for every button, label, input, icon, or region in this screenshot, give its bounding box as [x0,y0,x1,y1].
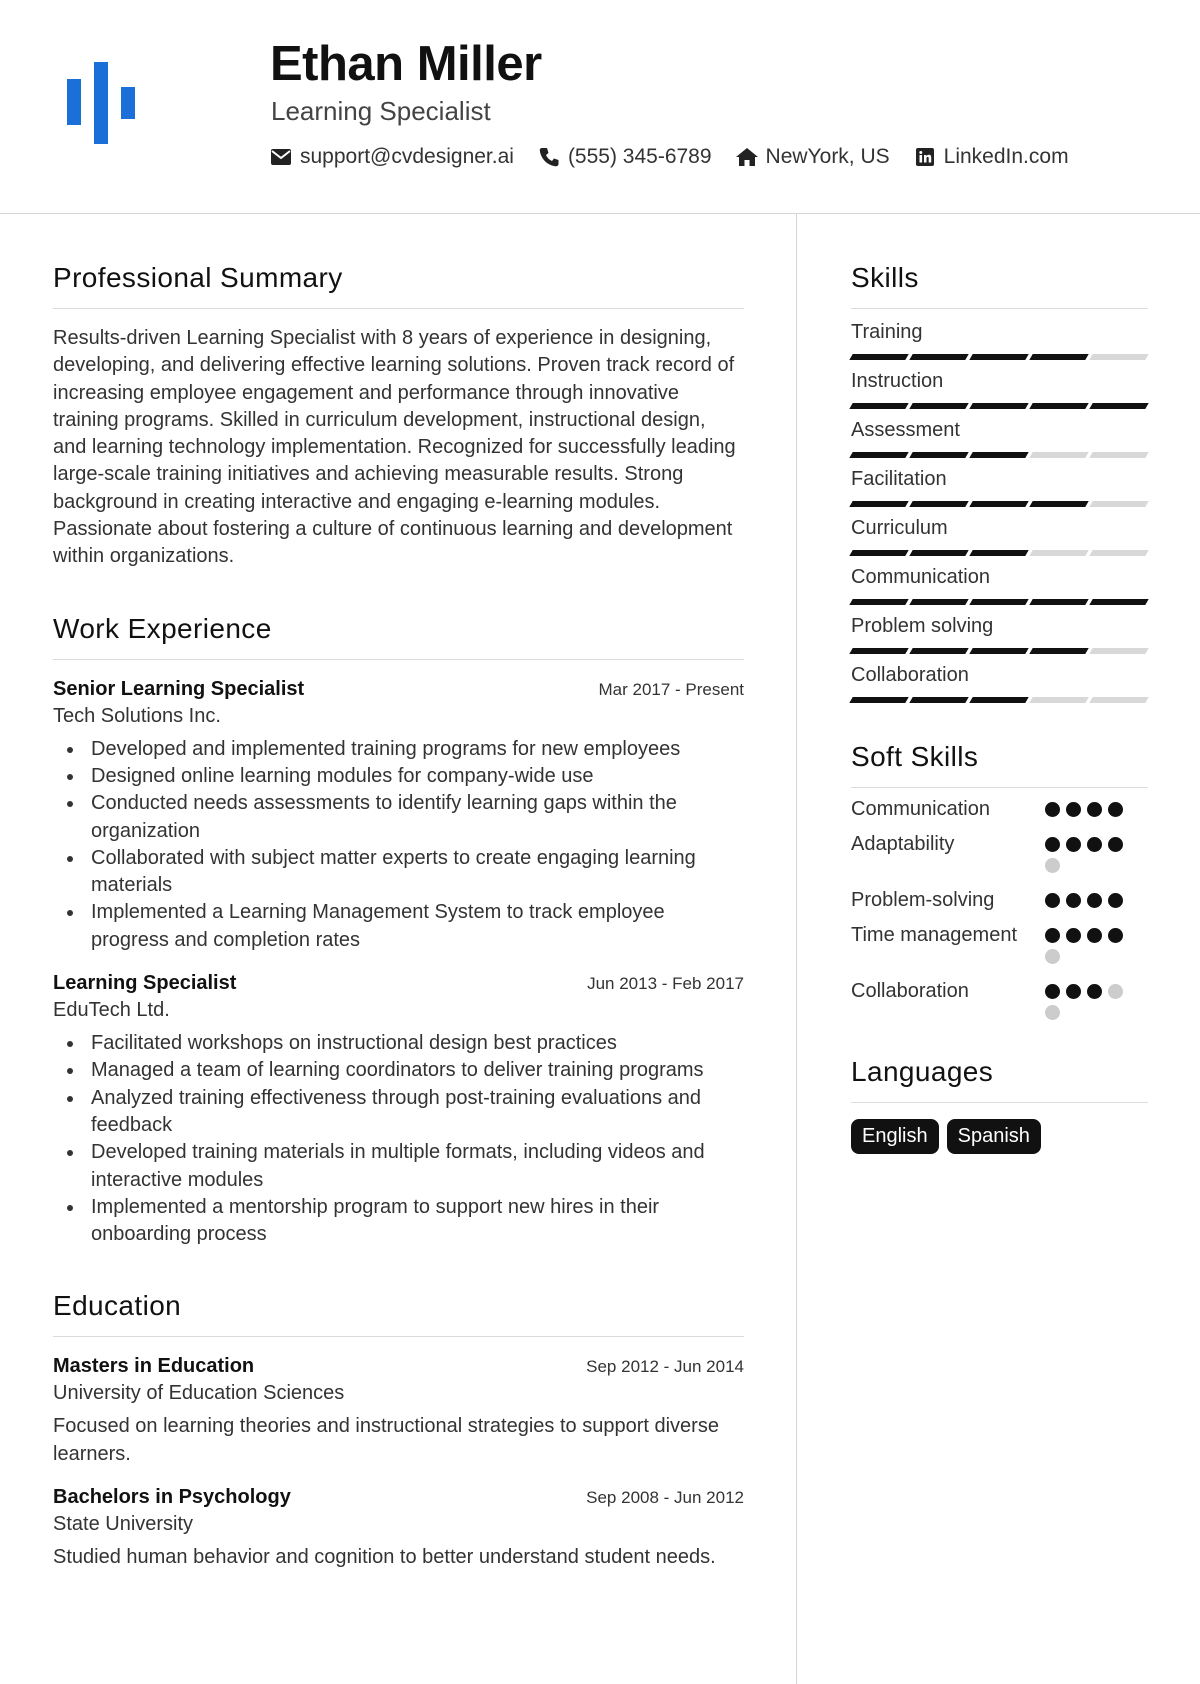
rating-dot [1087,837,1102,852]
education-entry [53,1355,744,1468]
job-title: Learning Specialist [53,972,237,995]
logo-bar [121,87,135,119]
rating-dot [1087,984,1102,999]
skill-level-segment [1089,403,1148,409]
skill-level-segment [969,697,1028,703]
skill-label: Communication [851,566,990,588]
soft-skill-rating [1045,887,1145,914]
skill-label: Instruction [851,370,944,392]
skill-item [851,466,1148,507]
rating-dot [1045,858,1060,873]
rating-dot [1045,1005,1060,1020]
skill-item [851,368,1148,409]
skill-level-segment [909,354,968,360]
resume-header [0,0,1200,214]
skill-label: Assessment [851,419,960,441]
job-header [53,678,744,701]
education-section [53,1290,744,1571]
languages-section [851,1056,1148,1154]
contact-linkedin[interactable] [914,145,1069,169]
education-date: Sep 2012 - Jun 2014 [586,1357,744,1377]
education-header [53,1355,744,1378]
skills-section [851,262,1148,703]
skill-level-segment [969,452,1028,458]
column-divider [796,214,797,1684]
skill-label: Problem solving [851,615,994,637]
skill-level-segment [1089,550,1148,556]
contact-phone-text: (555) 345-6789 [567,145,712,168]
skill-level-segment [969,599,1028,605]
rating-dot [1108,837,1123,852]
skill-level-segment [969,501,1028,507]
section-heading: Work Experience [53,613,744,660]
rating-dot [1108,802,1123,817]
section-heading: Education [53,1290,744,1337]
job-entry [53,972,744,1248]
skill-level-segment [849,599,908,605]
skill-label: Collaboration [851,664,969,686]
phone-icon [538,146,560,168]
education-entry [53,1486,744,1571]
list-item: Managed a team of learning coordinators to deliver training programs [53,1057,744,1084]
section-heading: Professional Summary [53,262,744,309]
education-description: Studied human behavior and cognition to better understand student needs. [53,1546,716,1569]
soft-skill-label: Problem-solving [851,889,995,911]
skill-level-segment [1029,452,1088,458]
rating-dot [1066,837,1081,852]
skill-level-segment [1089,599,1148,605]
rating-dot [1087,802,1102,817]
list-item: Analyzed training effectiveness through post-training evaluations and feedback [53,1085,744,1140]
contact-location [736,145,890,169]
candidate-title: Learning Specialist [271,96,491,126]
soft-skill-rating [1045,978,1145,1026]
degree-title: Bachelors in Psychology [53,1486,291,1509]
skill-level-bar [851,550,1148,556]
education-date: Sep 2008 - Jun 2012 [586,1488,744,1508]
main-column [53,262,744,1571]
rating-dot [1108,928,1123,943]
envelope-icon [270,146,292,168]
rating-dot [1108,984,1123,999]
skill-level-segment [1089,648,1148,654]
skill-level-segment [909,550,968,556]
soft-skill-rating [1045,796,1145,823]
contact-linkedin-text: LinkedIn.com [943,145,1069,168]
skill-level-segment [969,403,1028,409]
skill-level-segment [849,354,908,360]
soft-skills-list [851,796,1148,1026]
language-tag: Spanish [947,1119,1041,1154]
skill-item [851,515,1148,556]
skill-level-segment [909,599,968,605]
skill-item [851,564,1148,605]
skill-level-segment [1029,354,1088,360]
job-company: EduTech Ltd. [53,999,170,1022]
skill-level-segment [849,550,908,556]
language-list [851,1119,1148,1154]
soft-skills-section [851,741,1148,1026]
contact-list [270,145,1093,169]
rating-dot [1066,893,1081,908]
job-date: Jun 2013 - Feb 2017 [587,974,744,994]
soft-skill-item [851,922,1148,970]
list-item: Facilitated workshops on instructional design best practices [53,1030,744,1057]
skill-level-bar [851,501,1148,507]
language-tag: English [851,1119,939,1154]
soft-skill-rating [1045,831,1145,879]
soft-skill-rating [1045,922,1145,970]
skill-level-segment [1029,501,1088,507]
logo-bar [67,79,81,125]
job-bullets [53,1030,744,1248]
skill-level-segment [909,501,968,507]
experience-section [53,613,744,1249]
education-header [53,1486,744,1509]
skill-level-segment [909,697,968,703]
skill-item [851,319,1148,360]
degree-title: Masters in Education [53,1355,255,1378]
skill-level-bar [851,354,1148,360]
skill-level-bar [851,403,1148,409]
skill-level-segment [1089,697,1148,703]
skill-level-segment [969,354,1028,360]
list-item: Implemented a mentorship program to support new hires in their onboarding process [53,1194,744,1249]
candidate-name: Ethan Miller [270,37,542,91]
skill-level-segment [849,648,908,654]
skill-level-segment [1029,648,1088,654]
skill-label: Curriculum [851,517,948,539]
section-heading: Languages [851,1056,1148,1103]
soft-skill-label: Collaboration [851,980,969,1002]
summary-text: Results-driven Learning Specialist with 8 years of experience in designing, developing, and delivering effective learning solutions. Proven track record of increasing employee engagement and performance through innovative training programs. Skilled in curriculum development, instructional design, and learning technology implementation. Recognized for successfully leading large-scale training initiatives and achieving measurable results. Strong background in creating interactive and engaging e-learning modules. Passionate about fostering a culture of continuous learning and development within organizations. [53,327,736,568]
linkedin-icon [914,146,936,168]
job-header [53,972,744,995]
home-icon [736,146,758,168]
skill-label: Training [851,321,923,343]
soft-skill-label: Communication [851,798,990,820]
side-column [851,262,1148,1154]
job-company: Tech Solutions Inc. [53,704,221,727]
list-item: Implemented a Learning Management System to track employee progress and completion rates [53,899,744,954]
skill-level-segment [849,403,908,409]
school-name: University of Education Sciences [53,1382,345,1405]
rating-dot [1066,802,1081,817]
list-item: Conducted needs assessments to identify learning gaps within the organization [53,790,744,845]
contact-email-text: support@cvdesigner.ai [300,145,514,168]
rating-dot [1045,893,1060,908]
education-description: Focused on learning theories and instructional strategies to support diverse learners. [53,1415,719,1465]
skill-level-bar [851,648,1148,654]
skill-item [851,613,1148,654]
skill-level-segment [1029,403,1088,409]
skill-level-segment [909,403,968,409]
skill-level-segment [849,452,908,458]
list-item: Developed training materials in multiple formats, including videos and interactive modules [53,1139,744,1194]
job-entry [53,678,744,954]
list-item: Developed and implemented training programs for new employees [53,736,744,763]
contact-location-text: NewYork, US [765,145,890,168]
skill-level-segment [909,648,968,654]
soft-skill-label: Adaptability [851,833,955,855]
skill-level-segment [1029,550,1088,556]
skill-level-segment [849,697,908,703]
skill-level-segment [1029,697,1088,703]
soft-skill-item [851,978,1148,1026]
rating-dot [1045,837,1060,852]
skill-level-bar [851,697,1148,703]
skill-level-segment [1089,354,1148,360]
rating-dot [1087,928,1102,943]
rating-dot [1045,928,1060,943]
rating-dot [1045,802,1060,817]
logo-bars-icon [66,61,136,145]
job-title: Senior Learning Specialist [53,677,305,700]
school-name: State University [53,1513,194,1536]
section-heading: Soft Skills [851,741,1148,788]
soft-skill-item [851,796,1148,823]
skill-level-segment [1029,599,1088,605]
skill-level-segment [909,452,968,458]
skill-level-bar [851,452,1148,458]
rating-dot [1087,893,1102,908]
summary-section [53,262,744,571]
list-item: Collaborated with subject matter experts to create engaging learning materials [53,845,744,900]
skill-level-segment [1089,452,1148,458]
skill-level-bar [851,599,1148,605]
contact-phone[interactable] [538,145,712,169]
section-heading: Skills [851,262,1148,309]
rating-dot [1066,928,1081,943]
skill-item [851,662,1148,703]
skill-level-segment [969,648,1028,654]
rating-dot [1066,984,1081,999]
skill-item [851,417,1148,458]
skill-level-segment [969,550,1028,556]
contact-email[interactable] [270,145,514,169]
rating-dot [1045,984,1060,999]
skill-level-segment [849,501,908,507]
rating-dot [1045,949,1060,964]
logo-bar [94,62,108,144]
list-item: Designed online learning modules for company-wide use [53,763,744,790]
soft-skill-label: Time management [851,924,1017,946]
skill-level-segment [1089,501,1148,507]
job-bullets [53,736,744,954]
job-date: Mar 2017 - Present [598,679,744,699]
skills-list [851,319,1148,703]
skill-label: Facilitation [851,468,947,490]
soft-skill-item [851,887,1148,914]
soft-skill-item [851,831,1148,879]
rating-dot [1108,893,1123,908]
